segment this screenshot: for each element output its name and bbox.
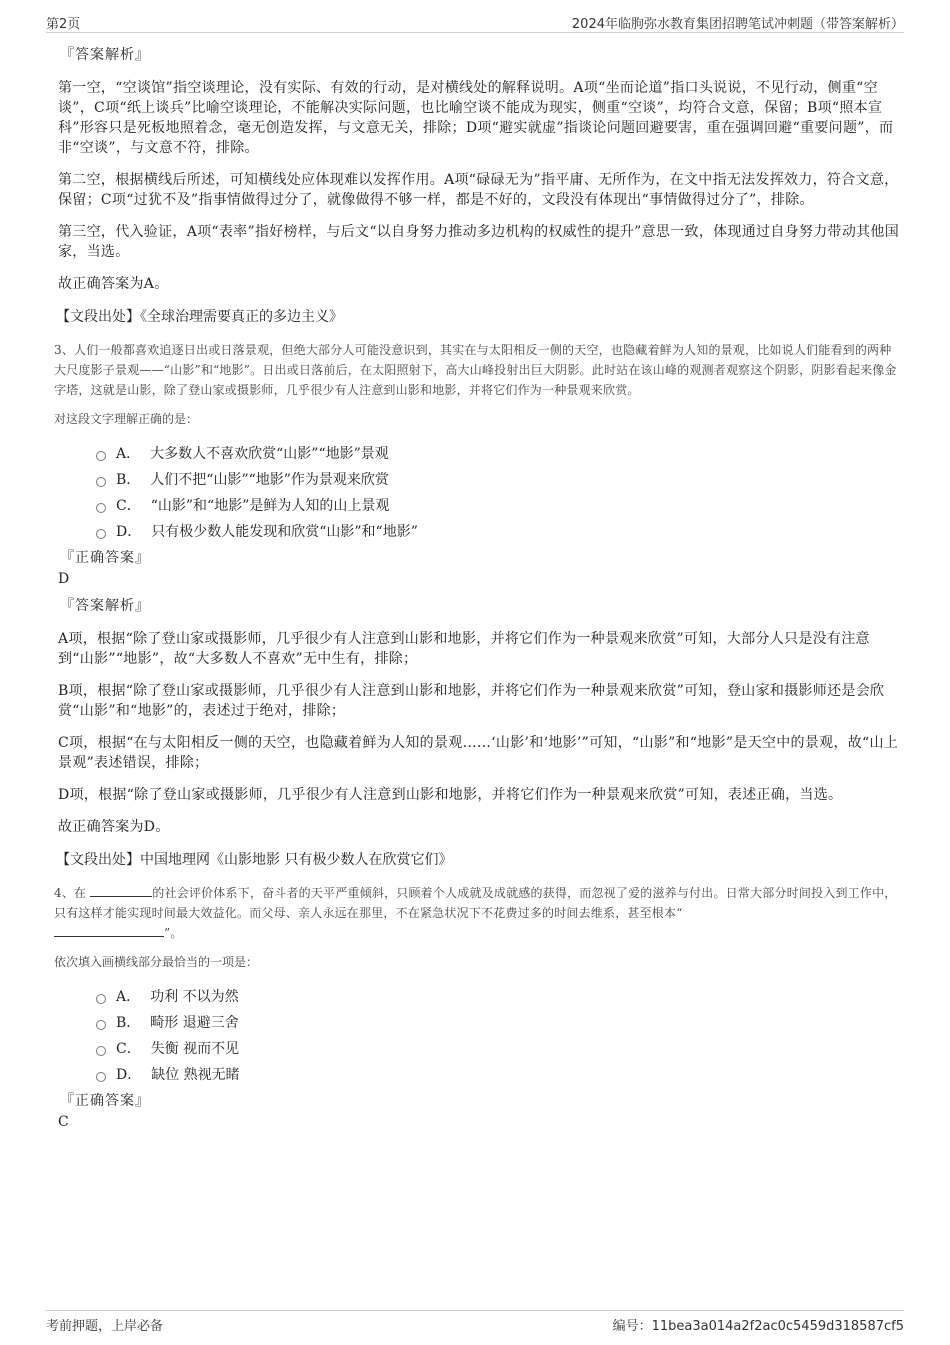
q4-options — [96, 984, 902, 1088]
radio-icon[interactable] — [96, 477, 106, 487]
radio-icon[interactable] — [96, 1046, 106, 1056]
q3-question-lead: 对这段文字理解正确的是： — [54, 412, 199, 426]
fill-blank — [90, 884, 152, 897]
radio-icon[interactable] — [96, 451, 106, 461]
radio-icon[interactable] — [96, 1072, 106, 1082]
q3-analysis-b: B项，根据“除了登山家或摄影师，几乎很少有人注意到山影和地影，并将它们作为一种景观来欣赏”可知，登山家和摄影师还是会欣赏“山影”和“地影”的，表述过于绝对，排除； — [58, 683, 885, 719]
radio-icon[interactable] — [96, 1020, 106, 1030]
q4-option-d[interactable] — [96, 1062, 902, 1088]
q4-question-lead: 依次填入画横线部分最恰当的一项是： — [54, 955, 259, 969]
q3-answer-label: 『正确答案』 — [60, 550, 150, 566]
option-text: 缺位 熟视无睹 — [151, 1067, 240, 1083]
page-header — [46, 10, 904, 33]
q3-options — [96, 441, 902, 545]
radio-icon[interactable] — [96, 529, 106, 539]
q2-analysis-para3: 第三空，代入验证，A项“表率”指好榜样，与后文“以自身努力推动多边机构的权威性的提升”意思一致，体现通过自身努力带动其他国家，当选。 — [58, 224, 900, 260]
option-letter: D． — [116, 1067, 142, 1083]
radio-icon[interactable] — [96, 503, 106, 513]
option-letter: C． — [116, 1041, 141, 1057]
q3-analysis-label: 『答案解析』 — [60, 598, 150, 614]
q2-analysis-para1: 第一空，“空谈馆”指空谈理论，没有实际、有效的行动，是对横线处的解释说明。A项“坐而论道”指口头说说，不见行动，侧重“空谈”，C项“纸上谈兵”比喻空谈理论，不能解决实际问题，也比喻空谈不能成为现实，侧重“空谈”，均符合文意，保留；B项“照本宣科”形容只是死板地照着念，毫无创造发挥，与文意无关，排除；D项“避实就虚”指谈论问题回避要害，重在强调回避“重要问题”，而非“空谈”，与文意不符，排除。 — [58, 80, 894, 156]
q3-option-d[interactable] — [96, 519, 902, 545]
document-title: 2024年临朐弥水教育集团招聘笔试冲刺题（带答案解析） — [571, 17, 904, 32]
q3-analysis-a: A项，根据“除了登山家或摄影师，几乎很少有人注意到山影和地影，并将它们作为一种景观来欣赏”可知，大部分人只是没有注意到“山影”“地影”，故“大多数人不喜欢”无中生有，排除； — [58, 631, 870, 667]
q3-option-b[interactable] — [96, 467, 902, 493]
document-id: 编号：11bea3a014a2f2ac0c5459d318587cf5 — [612, 1319, 904, 1334]
fill-blank — [54, 924, 164, 937]
footer-slogan: 考前押题，上岸必备 — [46, 1319, 164, 1334]
option-text: 功利 不以为然 — [150, 989, 239, 1005]
document-body — [54, 44, 902, 1138]
option-text: “山影”和“地影”是鲜为人知的山上景观 — [150, 498, 390, 514]
q4-text-part1: 4、在 — [54, 886, 87, 900]
q4-text-part2: 的社会评价体系下，奋斗者的天平严重倾斜，只顾着个人成就及成就感的获得，而忽视了爱的滋养与付出。日常大部分时间投入到工作中，只有这样才能实现时间最大效益化。而父母、亲人永远在那里，不在紧急状况下不花费过多的时间去维系，甚至根本“ — [54, 886, 897, 920]
option-text: 大多数人不喜欢欣赏“山影”“地影”景观 — [150, 446, 389, 462]
q4-option-a[interactable] — [96, 984, 902, 1010]
option-letter: C． — [116, 498, 141, 514]
page-footer — [46, 1310, 904, 1335]
option-letter: D． — [116, 524, 142, 540]
q4-answer: C — [58, 1114, 69, 1130]
q3-question-text: 3、人们一般都喜欢追逐日出或日落景观，但绝大部分人可能没意识到，其实在与太阳相反一侧的天空，也隐藏着鲜为人知的景观，比如说人们能看到的两种大尺度影子景观——“山影”和“地影”。日出或日落前后，在太阳照射下，高大山峰投射出巨大阴影。此时站在该山峰的观测者观察这个阴影，阴影看起来像金字塔，这就是山影，除了登山家或摄影师，几乎很少有人注意到山影和地影，并将它们作为一种景观来欣赏。 — [54, 343, 897, 397]
q3-conclusion: 故正确答案为D。 — [58, 819, 170, 835]
q2-conclusion: 故正确答案为A。 — [58, 276, 169, 292]
q2-analysis-para2: 第二空，根据横线后所述，可知横线处应体现难以发挥作用。A项“碌碌无为”指平庸、无所作为，在文中指无法发挥效力，符合文意，保留；C项“过犹不及”指事情做得过分了，就像做得不够一样，都是不好的，文段没有体现出“事情做得过分了”，排除。 — [58, 172, 899, 208]
q3-analysis-d: D项，根据“除了登山家或摄影师，几乎很少有人注意到山影和地影，并将它们作为一种景观来欣赏”可知，表述正确，当选。 — [58, 787, 843, 803]
q4-answer-label: 『正确答案』 — [60, 1093, 150, 1109]
q4-option-b[interactable] — [96, 1010, 902, 1036]
q3-option-a[interactable] — [96, 441, 902, 467]
option-text: 只有极少数人能发现和欣赏“山影”和“地影” — [151, 524, 418, 540]
q2-source: 【文段出处】《全球治理需要真正的多边主义》 — [56, 309, 343, 325]
option-letter: A． — [116, 989, 141, 1005]
option-letter: B． — [116, 472, 141, 488]
q3-analysis-c: C项，根据“在与太阳相反一侧的天空，也隐藏着鲜为人知的景观……‘山影’和‘地影’”可知，“山影”和“地影”是天空中的景观，故“山上景观”表述错误，排除； — [58, 735, 899, 771]
q2-analysis-label: 『答案解析』 — [60, 47, 150, 63]
page-number: 第2页 — [46, 17, 81, 32]
option-letter: B． — [116, 1015, 141, 1031]
radio-icon[interactable] — [96, 994, 106, 1004]
q3-answer: D — [58, 571, 70, 587]
option-text: 失衡 视而不见 — [150, 1041, 240, 1057]
option-letter: A． — [116, 446, 141, 462]
q4-text-part3: ”。 — [164, 926, 183, 940]
option-text: 畸形 退避三舍 — [150, 1015, 239, 1031]
q4-option-c[interactable] — [96, 1036, 902, 1062]
q4-question-text — [54, 883, 902, 943]
option-text: 人们不把“山影”“地影”作为景观来欣赏 — [150, 472, 389, 488]
q3-source: 【文段出处】中国地理网《山影地影 只有极少数人在欣赏它们》 — [56, 852, 453, 868]
q3-option-c[interactable] — [96, 493, 902, 519]
